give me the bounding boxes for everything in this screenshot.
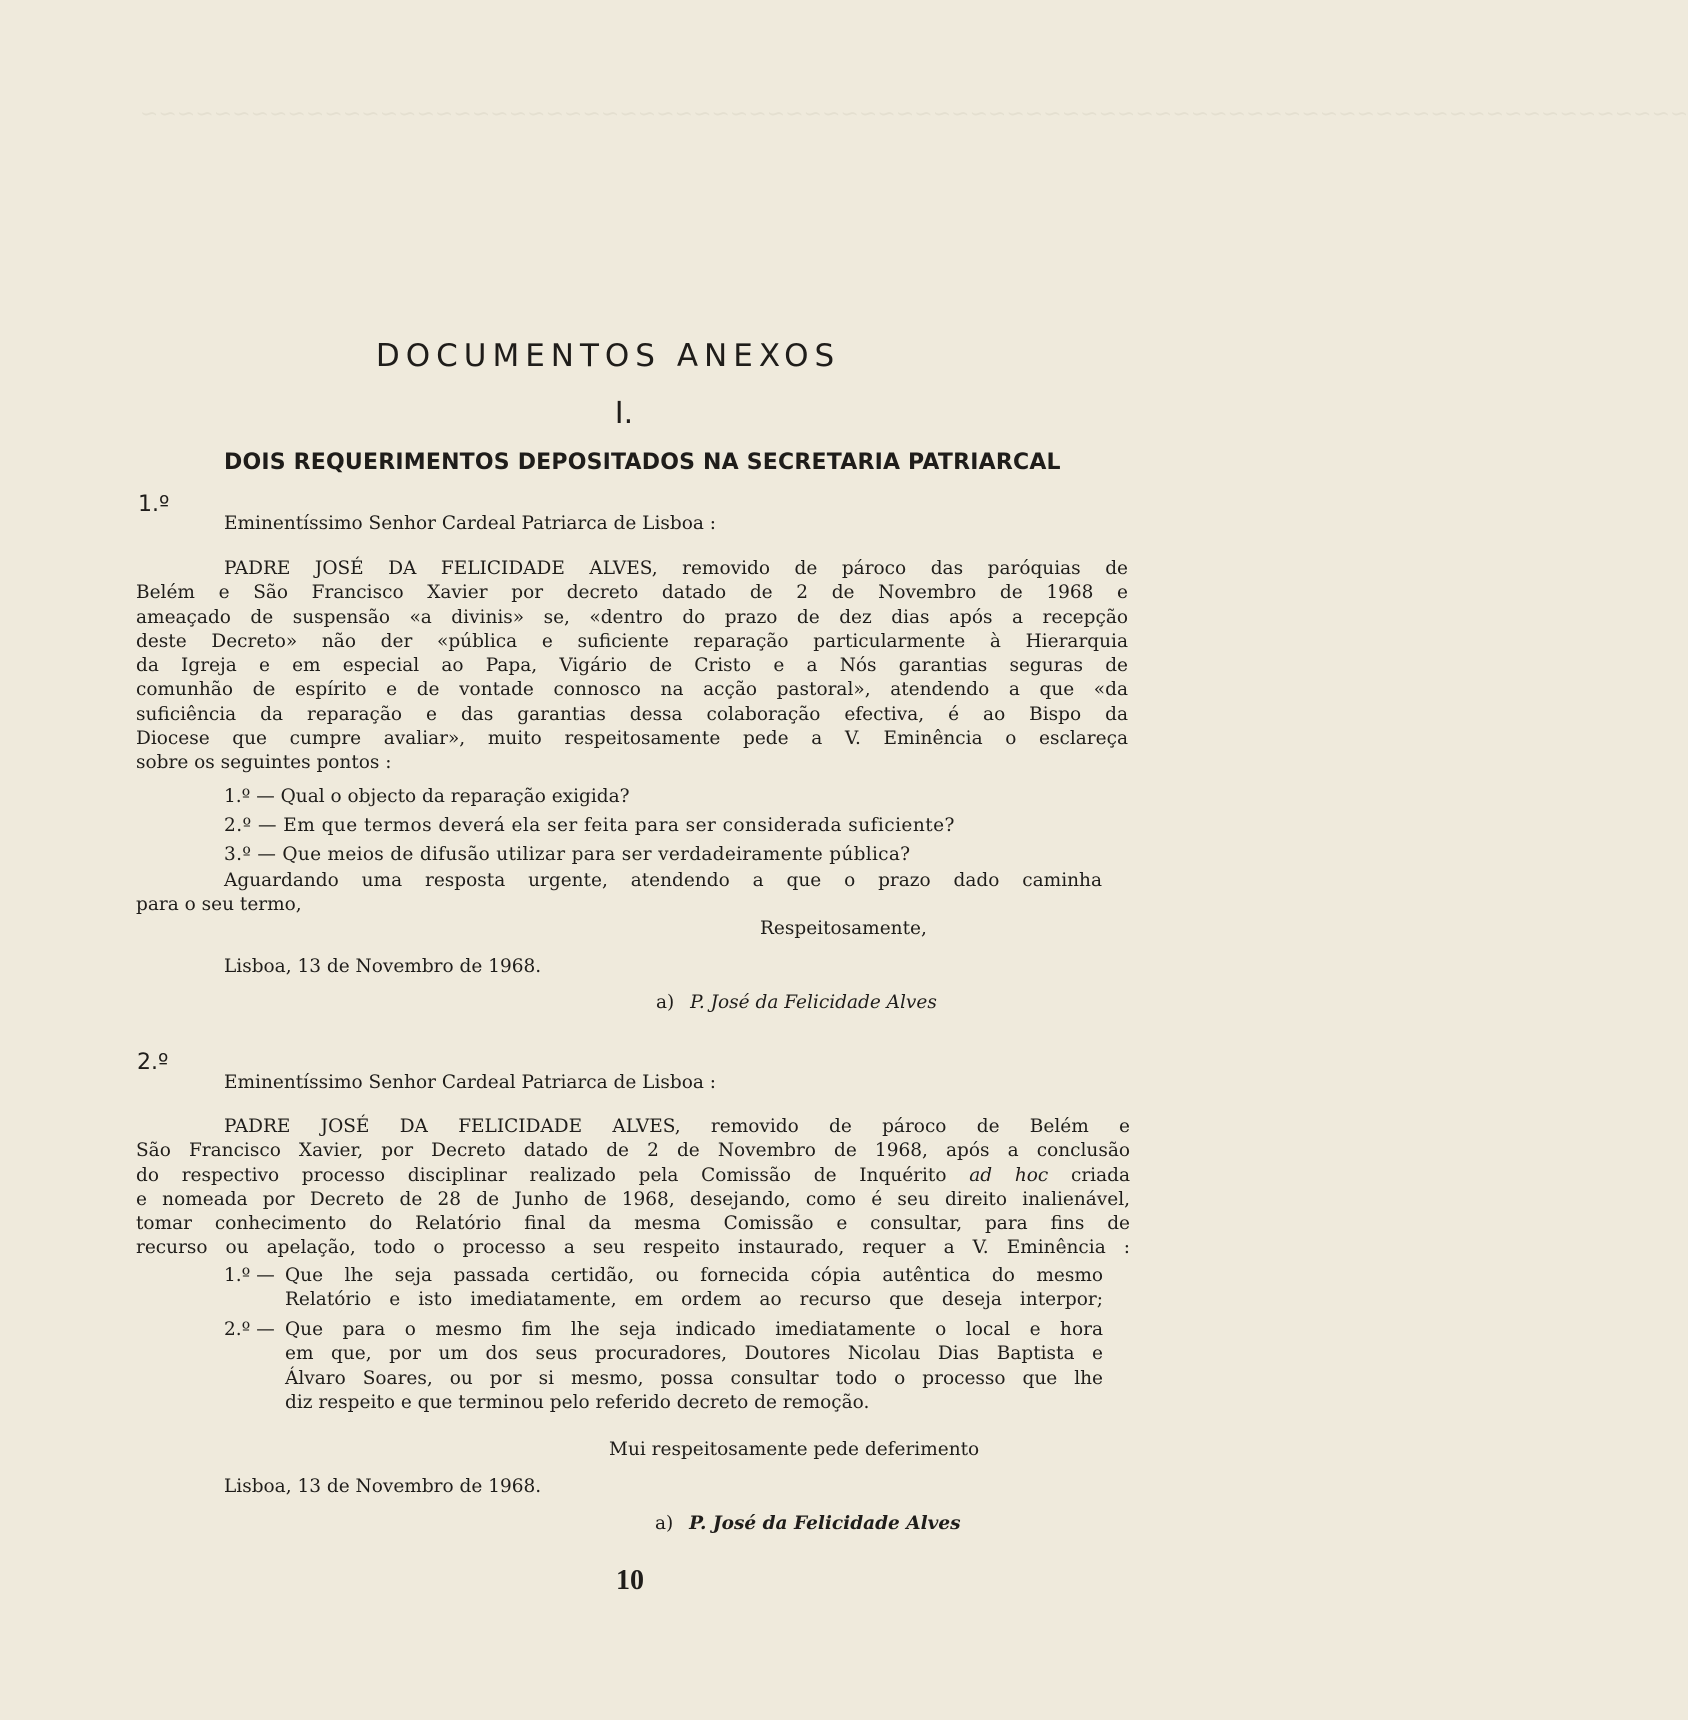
doc2-regards: Mui respeitosamente pede deferimento bbox=[609, 1439, 980, 1460]
doc1-regards: Respeitosamente, bbox=[760, 918, 927, 939]
doc2-body-text: do respectivo processo disciplinar realizado pela Comissão de Inquérito bbox=[136, 1164, 970, 1186]
doc1-body-line: deste Decreto» não der «pública e suficiente reparação particularmente à Hierarquia bbox=[136, 630, 1128, 652]
section-title: DOIS REQUERIMENTOS DEPOSITADOS NA SECRETARIA PATRIARCAL bbox=[224, 450, 1061, 475]
doc1-body-line: Belém e São Francisco Xavier por decreto datado de 2 de Novembro de 1968 e bbox=[136, 582, 1128, 604]
doc2-body-italic: ad hoc bbox=[969, 1164, 1049, 1186]
doc1-question: 3.º — Que meios de difusão utilizar para ser verdadeiramente pública? bbox=[224, 844, 911, 865]
doc2-item2-label: 2.º — bbox=[224, 1319, 275, 1340]
doc2-body-line: recurso ou apelação, todo o processo a seu respeito instaurado, requer a V. Eminência : bbox=[136, 1237, 1130, 1259]
doc2-signature: P. José da Felicidade Alves bbox=[689, 1513, 961, 1534]
doc1-sig-prefix: a) bbox=[656, 992, 675, 1013]
doc2-body-line bbox=[136, 1164, 1130, 1188]
doc1-salutation: Eminentíssimo Senhor Cardeal Patriarca de Lisboa : bbox=[224, 513, 716, 534]
doc2-salutation: Eminentíssimo Senhor Cardeal Patriarca de Lisboa : bbox=[224, 1072, 716, 1093]
page-heading: DOCUMENTOS ANEXOS bbox=[375, 338, 841, 374]
doc2-place-date: Lisboa, 13 de Novembro de 1968. bbox=[224, 1476, 542, 1497]
doc2-item1 bbox=[285, 1264, 1103, 1313]
doc2-body-text: criada bbox=[1048, 1164, 1130, 1186]
page-number: 10 bbox=[616, 1565, 644, 1596]
doc1-signature-block bbox=[656, 991, 937, 1015]
doc2-body-line: e nomeada por Decreto de 28 de Junho de 1968, desejando, como é seu direito inalienável, bbox=[136, 1188, 1130, 1210]
doc1-place-date: Lisboa, 13 de Novembro de 1968. bbox=[224, 956, 542, 977]
doc2-item-line: Álvaro Soares, ou por si mesmo, possa consultar todo o processo que lhe bbox=[285, 1367, 1103, 1389]
doc2-body bbox=[136, 1115, 1130, 1261]
doc2-item-line: Relatório e isto imediatamente, em ordem ao recurso que deseja interpor; bbox=[285, 1289, 1103, 1311]
doc2-body-line: São Francisco Xavier, por Decreto datado de 2 de Novembro de 1968, após a conclusão bbox=[136, 1140, 1130, 1162]
doc1-question: 2.º — Em que termos deverá ela ser feita para ser considerada suficiente? bbox=[224, 815, 955, 836]
doc1-body-line: suficiência da reparação e das garantias dessa colaboração efectiva, é ao Bispo da bbox=[136, 703, 1128, 725]
doc1-body bbox=[136, 557, 1128, 776]
doc1-body-line: ameaçado de suspensão «a divinis» se, «dentro do prazo de dez dias após a recepção bbox=[136, 606, 1128, 628]
doc1-number: 1.º bbox=[138, 492, 170, 517]
doc2-number: 2.º bbox=[137, 1050, 169, 1075]
bleed-through-texture: ~~~~~~~~~~~~~~~~~~~~~~~~~~~~~~~~~~~~~~~~~~~~~~~~~~~~~~~~~~~~~~~~~~~~~~~~~~~~~~~~~~~~ bbox=[140, 102, 1688, 127]
doc1-body-line: sobre os seguintes pontos : bbox=[136, 752, 392, 774]
doc2-item2 bbox=[285, 1318, 1103, 1415]
doc1-closing-line: para o seu termo, bbox=[136, 894, 302, 916]
doc2-body-line: tomar conhecimento do Relatório final da mesma Comissão e consultar, para fins de bbox=[136, 1213, 1130, 1235]
section-number: I. bbox=[614, 396, 634, 431]
doc2-sig-prefix: a) bbox=[655, 1513, 674, 1534]
doc1-body-line: Diocese que cumpre avaliar», muito respeitosamente pede a V. Eminência o esclareça bbox=[136, 728, 1128, 750]
doc2-signature-block bbox=[655, 1512, 961, 1536]
doc2-item-line: Que lhe seja passada certidão, ou fornecida cópia autêntica do mesmo bbox=[285, 1265, 1103, 1286]
doc2-item-line: diz respeito e que terminou pelo referido decreto de remoção. bbox=[285, 1391, 870, 1413]
doc1-question: 1.º — Qual o objecto da reparação exigida? bbox=[224, 786, 630, 807]
doc1-body-line: PADRE JOSÉ DA FELICIDADE ALVES, removido de pároco das paróquias de bbox=[224, 558, 1128, 579]
doc2-item-line: Que para o mesmo fim lhe seja indicado imediatamente o local e hora bbox=[285, 1319, 1103, 1340]
doc2-item-line: em que, por um dos seus procuradores, Doutores Nicolau Dias Baptista e bbox=[285, 1343, 1103, 1365]
doc1-closing-line: Aguardando uma resposta urgente, atendendo a que o prazo dado caminha bbox=[224, 870, 1102, 891]
doc2-item1-label: 1.º — bbox=[224, 1265, 275, 1286]
doc1-body-line: da Igreja e em especial ao Papa, Vigário de Cristo e a Nós garantias seguras de bbox=[136, 655, 1128, 677]
doc1-body-line: comunhão de espírito e de vontade connosco na acção pastoral», atendendo a que «da bbox=[136, 679, 1128, 701]
doc1-closing bbox=[136, 869, 1102, 918]
doc1-signature: P. José da Felicidade Alves bbox=[690, 992, 937, 1013]
doc2-body-line: PADRE JOSÉ DA FELICIDADE ALVES, removido de pároco de Belém e bbox=[224, 1116, 1130, 1137]
doc1-questions bbox=[224, 782, 955, 869]
